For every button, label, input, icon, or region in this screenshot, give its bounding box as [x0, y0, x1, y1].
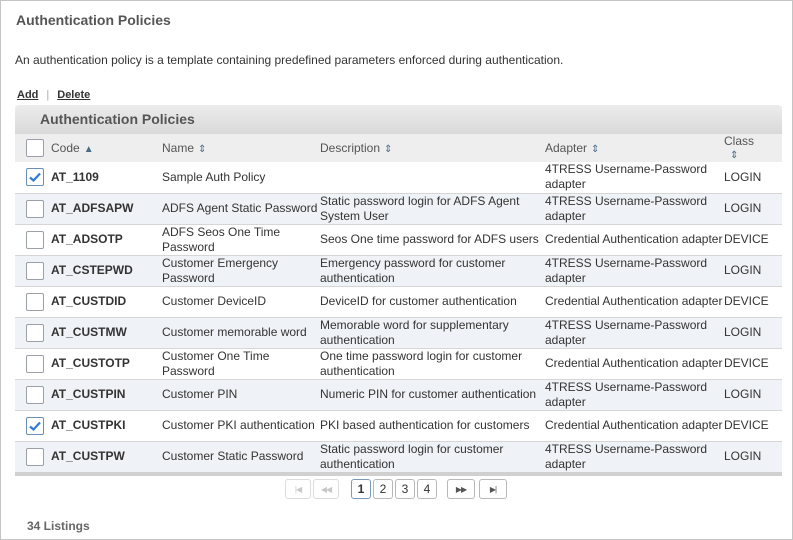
column-header-name[interactable]: Name ⇕	[162, 141, 207, 155]
cell-name: Customer PIN	[162, 387, 238, 401]
cell-adapter: 4TRESS Username-Password adapter	[545, 441, 708, 471]
cell-name: Customer DeviceID	[162, 294, 267, 308]
cell-code[interactable]: AT_ADSOTP	[51, 232, 123, 246]
sort-icon: ⇕	[730, 149, 739, 161]
table-header-row	[15, 134, 782, 162]
cell-adapter: 4TRESS Username-Password adapter	[545, 193, 708, 223]
cell-class: DEVICE	[724, 294, 769, 308]
cell-name: Customer Emergency Password	[162, 255, 279, 285]
page-description: An authentication policy is a template containing predefined parameters enforced during authentication.	[15, 53, 564, 67]
policies-panel	[15, 105, 782, 476]
last-page-button[interactable]: ▶|	[479, 479, 507, 499]
column-header-description[interactable]: Description ⇕	[320, 141, 393, 155]
delete-link[interactable]: Delete	[57, 89, 91, 101]
cell-name: Customer One Time Password	[162, 348, 270, 378]
cell-adapter: 4TRESS Username-Password adapter	[545, 255, 708, 285]
cell-class: DEVICE	[724, 232, 769, 246]
cell-description: Numeric PIN for customer authentication	[320, 387, 537, 401]
page-4-button[interactable]: 4	[417, 479, 437, 499]
table-row[interactable]	[15, 410, 782, 441]
sort-icon: ⇕	[198, 144, 207, 155]
page-3-button[interactable]: 3	[395, 479, 415, 499]
prev-page-button[interactable]: ◀◀	[313, 479, 339, 499]
cell-class: LOGIN	[724, 263, 762, 277]
page-title: Authentication Policies	[16, 12, 171, 28]
cell-adapter: 4TRESS Username-Password adapter	[545, 162, 708, 192]
row-checkbox[interactable]	[26, 293, 44, 311]
cell-code[interactable]: AT_CUSTOTP	[51, 356, 130, 370]
cell-name: Customer memorable word	[162, 325, 307, 339]
table-row[interactable]	[15, 441, 782, 474]
first-page-button[interactable]: |◀	[285, 479, 311, 499]
cell-code[interactable]: AT_CUSTPW	[51, 449, 125, 463]
page-1-button[interactable]: 1	[351, 479, 371, 499]
cell-description: One time password login for customer authentication	[320, 348, 523, 378]
row-checkbox[interactable]	[26, 355, 44, 373]
listings-count: 34 Listings	[27, 519, 90, 533]
cell-class: LOGIN	[724, 449, 762, 463]
table-row[interactable]	[15, 379, 782, 410]
cell-description: PKI based authentication for customers	[320, 418, 530, 432]
cell-name: Customer Static Password	[162, 449, 304, 463]
add-link[interactable]: Add	[17, 89, 39, 101]
table-row[interactable]	[15, 162, 782, 193]
select-all-checkbox[interactable]	[26, 139, 44, 157]
policies-table	[15, 134, 782, 476]
cell-description: Seos One time password for ADFS users	[320, 232, 539, 246]
cell-class: LOGIN	[724, 387, 762, 401]
row-checkbox[interactable]	[26, 262, 44, 280]
page-2-button[interactable]: 2	[373, 479, 393, 499]
column-header-class[interactable]: Class ⇕	[724, 133, 755, 161]
checkmark-icon	[29, 421, 41, 431]
row-checkbox[interactable]	[26, 324, 44, 342]
cell-class: LOGIN	[724, 201, 762, 215]
cell-adapter: 4TRESS Username-Password adapter	[545, 379, 708, 409]
cell-description	[320, 162, 545, 193]
column-header-adapter[interactable]: Adapter ⇕	[545, 141, 600, 155]
table-row[interactable]	[15, 317, 782, 348]
cell-class: LOGIN	[724, 169, 762, 184]
panel-title: Authentication Policies	[15, 105, 782, 134]
cell-code[interactable]: AT_CSTEPWD	[51, 263, 133, 277]
cell-adapter: Credential Authentication adapter	[545, 294, 723, 308]
cell-code[interactable]: AT_1109	[51, 169, 99, 184]
table-row[interactable]	[15, 348, 782, 379]
sort-asc-icon: ▲	[83, 144, 94, 155]
cell-adapter: 4TRESS Username-Password adapter	[545, 317, 708, 347]
sort-icon: ⇕	[384, 144, 393, 155]
cell-name: ADFS Seos One Time Password	[162, 224, 281, 254]
cell-description: Static password login for ADFS Agent System User	[320, 193, 520, 223]
action-separator: |	[46, 89, 50, 101]
row-checkbox[interactable]	[26, 448, 44, 466]
cell-description: Static password login for customer authentication	[320, 441, 504, 471]
cell-description: Memorable word for supplementary authentication	[320, 317, 509, 347]
row-checkbox[interactable]	[26, 417, 44, 435]
column-header-code[interactable]: Code ▲	[51, 141, 94, 155]
row-checkbox[interactable]	[26, 231, 44, 249]
cell-class: LOGIN	[724, 325, 762, 339]
row-checkbox[interactable]	[26, 168, 44, 186]
table-row[interactable]	[15, 193, 782, 224]
cell-name: Sample Auth Policy	[162, 169, 266, 184]
checkmark-icon	[29, 172, 41, 182]
sort-icon: ⇕	[591, 144, 600, 155]
action-links	[17, 89, 90, 101]
cell-class: DEVICE	[724, 418, 769, 432]
cell-code[interactable]: AT_CUSTPKI	[51, 418, 126, 432]
next-page-button[interactable]: ▶▶	[447, 479, 475, 499]
cell-adapter: Credential Authentication adapter	[545, 418, 723, 432]
cell-name: Customer PKI authentication	[162, 418, 315, 432]
cell-code[interactable]: AT_ADFSAPW	[51, 201, 134, 215]
cell-code[interactable]: AT_CUSTPIN	[51, 387, 126, 401]
cell-description: DeviceID for customer authentication	[320, 294, 517, 308]
table-row[interactable]	[15, 255, 782, 286]
row-checkbox[interactable]	[26, 386, 44, 404]
table-row[interactable]	[15, 286, 782, 317]
table-row[interactable]	[15, 224, 782, 255]
cell-name: ADFS Agent Static Password	[162, 201, 318, 215]
pagination	[285, 479, 507, 499]
cell-adapter: Credential Authentication adapter	[545, 232, 723, 246]
cell-code[interactable]: AT_CUSTMW	[51, 325, 127, 339]
cell-adapter: Credential Authentication adapter	[545, 356, 723, 370]
cell-class: DEVICE	[724, 356, 769, 370]
row-checkbox[interactable]	[26, 200, 44, 218]
cell-description: Emergency password for customer authentication	[320, 255, 506, 285]
cell-code[interactable]: AT_CUSTDID	[51, 294, 127, 308]
